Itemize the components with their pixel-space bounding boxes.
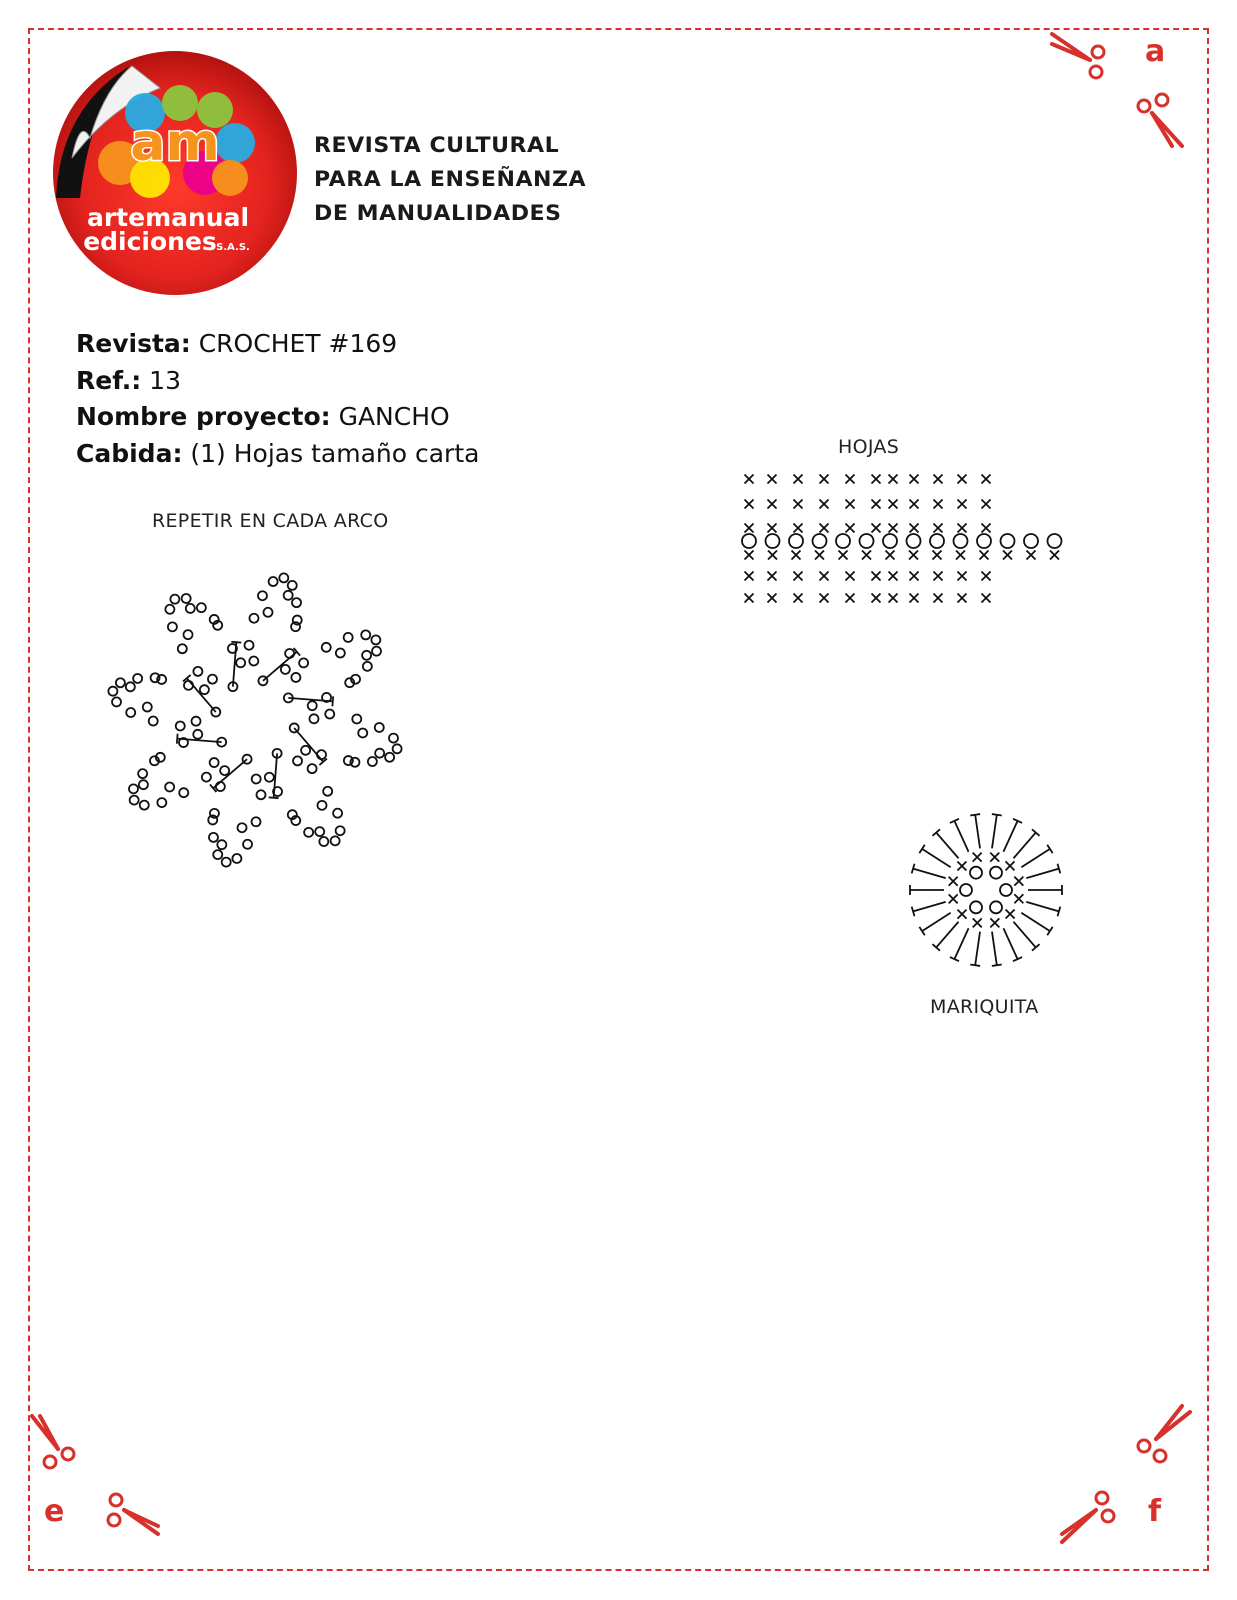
chain-stitch-symbol bbox=[789, 534, 803, 548]
flower-diagram-label: REPETIR EN CADA ARCO bbox=[152, 510, 389, 532]
logo-suffix: S.A.S. bbox=[216, 242, 250, 253]
single-crochet-symbol bbox=[934, 500, 943, 509]
chain-stitch-symbol bbox=[1048, 534, 1062, 548]
single-crochet-symbol bbox=[768, 475, 777, 484]
single-crochet-symbol bbox=[889, 572, 898, 581]
chain-stitch-symbol bbox=[249, 614, 258, 623]
chain-stitch-symbol bbox=[217, 840, 226, 849]
chain-stitch-symbol bbox=[186, 604, 195, 613]
chain-stitch-symbol bbox=[325, 710, 334, 719]
chain-stitch-symbol bbox=[116, 678, 125, 687]
chain-stitch-symbol bbox=[291, 673, 300, 682]
single-crochet-symbol bbox=[745, 572, 754, 581]
single-crochet-symbol bbox=[872, 572, 881, 581]
single-crochet-symbol bbox=[958, 572, 967, 581]
single-crochet-symbol bbox=[889, 500, 898, 509]
single-crochet-symbol bbox=[768, 551, 777, 560]
single-crochet-symbol bbox=[794, 500, 803, 509]
tagline-line-3: DE MANUALIDADES bbox=[314, 201, 562, 225]
single-crochet-symbol bbox=[872, 475, 881, 484]
single-crochet-symbol bbox=[990, 918, 999, 927]
leaves-diagram-label: HOJAS bbox=[838, 436, 900, 458]
single-crochet-symbol bbox=[846, 524, 855, 533]
double-crochet-symbol bbox=[950, 928, 969, 961]
single-crochet-symbol bbox=[934, 475, 943, 484]
single-crochet-symbol bbox=[934, 524, 943, 533]
single-crochet-symbol bbox=[910, 524, 919, 533]
double-crochet-symbol bbox=[1021, 913, 1052, 936]
chain-stitch-symbol bbox=[990, 901, 1002, 913]
double-crochet-symbol bbox=[970, 814, 980, 848]
logo-am: am bbox=[130, 113, 220, 173]
chain-stitch-symbol bbox=[168, 622, 177, 631]
single-crochet-symbol bbox=[910, 475, 919, 484]
double-crochet-symbol bbox=[1014, 829, 1040, 858]
single-crochet-symbol bbox=[934, 594, 943, 603]
chain-stitch-symbol bbox=[836, 534, 850, 548]
chain-stitch-symbol bbox=[193, 730, 202, 739]
chain-stitch-symbol bbox=[960, 884, 972, 896]
chain-stitch-symbol bbox=[129, 784, 138, 793]
scissors-icon bbox=[1050, 30, 1110, 90]
single-crochet-symbol bbox=[820, 524, 829, 533]
chain-stitch-symbol bbox=[385, 753, 394, 762]
single-crochet-symbol bbox=[745, 551, 754, 560]
single-crochet-symbol bbox=[958, 475, 967, 484]
chain-stitch-symbol bbox=[308, 764, 317, 773]
single-crochet-symbol bbox=[958, 910, 967, 919]
single-crochet-symbol bbox=[982, 594, 991, 603]
chain-stitch-symbol bbox=[149, 717, 158, 726]
single-crochet-symbol bbox=[956, 551, 965, 560]
single-crochet-symbol bbox=[839, 551, 848, 560]
chain-stitch-symbol bbox=[202, 773, 211, 782]
chain-stitch-symbol bbox=[375, 723, 384, 732]
single-crochet-symbol bbox=[980, 551, 989, 560]
double-crochet-symbol bbox=[950, 819, 969, 852]
chain-stitch-symbol bbox=[315, 827, 324, 836]
chain-stitch-symbol bbox=[184, 630, 193, 639]
info-nombre: Nombre proyecto: GANCHO bbox=[76, 402, 450, 431]
scissors-icon bbox=[100, 1486, 160, 1546]
chain-stitch-symbol bbox=[112, 697, 121, 706]
chain-stitch-symbol bbox=[766, 534, 780, 548]
chain-stitch-symbol bbox=[301, 746, 310, 755]
single-crochet-symbol bbox=[794, 594, 803, 603]
single-crochet-symbol bbox=[846, 475, 855, 484]
scissors-icon bbox=[1132, 1404, 1192, 1464]
chain-stitch-symbol bbox=[232, 854, 241, 863]
chain-stitch-symbol bbox=[281, 665, 290, 674]
chain-stitch-symbol bbox=[179, 788, 188, 797]
single-crochet-symbol bbox=[872, 594, 881, 603]
single-crochet-symbol bbox=[910, 572, 919, 581]
single-crochet-symbol bbox=[745, 500, 754, 509]
single-crochet-symbol bbox=[820, 475, 829, 484]
chain-stitch-symbol bbox=[140, 801, 149, 810]
chain-stitch-symbol bbox=[279, 573, 288, 582]
chain-stitch-symbol bbox=[197, 603, 206, 612]
chain-stitch-symbol bbox=[336, 826, 345, 835]
chain-stitch-symbol bbox=[336, 649, 345, 658]
double-crochet-symbol bbox=[992, 814, 1002, 848]
logo-name-2: ediciones bbox=[83, 227, 217, 256]
double-crochet-symbol bbox=[912, 902, 946, 916]
chain-stitch-symbol bbox=[317, 801, 326, 810]
chain-stitch-symbol bbox=[210, 758, 219, 767]
chain-stitch-symbol bbox=[208, 675, 217, 684]
chain-stitch-symbol bbox=[930, 534, 944, 548]
single-crochet-symbol bbox=[990, 853, 999, 862]
single-crochet-symbol bbox=[934, 572, 943, 581]
double-crochet-symbol bbox=[912, 864, 946, 878]
single-crochet-symbol bbox=[958, 500, 967, 509]
chain-stitch-symbol bbox=[213, 850, 222, 859]
chain-stitch-symbol bbox=[139, 780, 148, 789]
chain-stitch-symbol bbox=[200, 685, 209, 694]
single-crochet-symbol bbox=[886, 551, 895, 560]
leaves-crochet-diagram bbox=[738, 466, 1083, 611]
info-revista: Revista: CROCHET #169 bbox=[76, 329, 398, 358]
single-crochet-symbol bbox=[889, 594, 898, 603]
tagline-line-2: PARA LA ENSEÑANZA bbox=[314, 167, 587, 191]
chain-stitch-symbol bbox=[362, 651, 371, 660]
chain-stitch-symbol bbox=[331, 836, 340, 845]
single-crochet-symbol bbox=[768, 572, 777, 581]
chain-stitch-symbol bbox=[184, 681, 193, 690]
single-crochet-symbol bbox=[872, 500, 881, 509]
chain-stitch-symbol bbox=[323, 787, 332, 796]
chain-stitch-symbol bbox=[143, 703, 152, 712]
chain-stitch-symbol bbox=[130, 796, 139, 805]
chain-stitch-symbol bbox=[990, 867, 1002, 879]
chain-stitch-symbol bbox=[317, 750, 326, 759]
single-crochet-symbol bbox=[910, 594, 919, 603]
chain-stitch-symbol bbox=[108, 687, 117, 696]
chain-stitch-symbol bbox=[322, 643, 331, 652]
single-crochet-symbol bbox=[949, 894, 958, 903]
single-crochet-symbol bbox=[846, 500, 855, 509]
chain-stitch-symbol bbox=[860, 534, 874, 548]
single-crochet-symbol bbox=[1006, 909, 1015, 918]
double-crochet-symbol bbox=[1026, 864, 1060, 878]
chain-stitch-symbol bbox=[1001, 534, 1015, 548]
chain-stitch-symbol bbox=[243, 840, 252, 849]
single-crochet-symbol bbox=[768, 594, 777, 603]
chain-stitch-symbol bbox=[209, 833, 218, 842]
ladybug-diagram-label: MARIQUITA bbox=[930, 996, 1039, 1018]
chain-stitch-symbol bbox=[299, 658, 308, 667]
single-crochet-symbol bbox=[910, 500, 919, 509]
chain-stitch-symbol bbox=[813, 534, 827, 548]
single-crochet-symbol bbox=[846, 572, 855, 581]
single-crochet-symbol bbox=[872, 524, 881, 533]
single-crochet-symbol bbox=[973, 918, 982, 927]
scissors-icon bbox=[1132, 88, 1192, 148]
single-crochet-symbol bbox=[933, 551, 942, 560]
chain-stitch-symbol bbox=[954, 534, 968, 548]
chain-stitch-symbol bbox=[126, 682, 135, 691]
chain-stitch-symbol bbox=[393, 744, 402, 753]
single-crochet-symbol bbox=[1003, 551, 1012, 560]
single-crochet-symbol bbox=[794, 524, 803, 533]
single-crochet-symbol bbox=[745, 524, 754, 533]
single-crochet-symbol bbox=[982, 475, 991, 484]
chain-stitch-symbol bbox=[245, 641, 254, 650]
tagline bbox=[314, 128, 586, 230]
single-crochet-symbol bbox=[982, 524, 991, 533]
chain-stitch-symbol bbox=[977, 534, 991, 548]
flower-crochet-diagram bbox=[100, 545, 410, 875]
double-crochet-symbol bbox=[1021, 845, 1052, 868]
chain-stitch-symbol bbox=[222, 858, 231, 867]
single-crochet-symbol bbox=[815, 551, 824, 560]
double-crochet-symbol bbox=[1014, 922, 1040, 951]
chain-stitch-symbol bbox=[284, 591, 293, 600]
chain-stitch-symbol bbox=[256, 790, 265, 799]
chain-stitch-symbol bbox=[389, 734, 398, 743]
chain-stitch-symbol bbox=[170, 595, 179, 604]
chain-stitch-symbol bbox=[165, 605, 174, 614]
chain-stitch-symbol bbox=[126, 708, 135, 717]
corner-letter-f: f bbox=[1148, 1494, 1162, 1529]
double-crochet-symbol bbox=[992, 932, 1002, 966]
chain-stitch-symbol bbox=[236, 658, 245, 667]
chain-stitch-symbol bbox=[252, 817, 261, 826]
single-crochet-symbol bbox=[1050, 551, 1059, 560]
chain-stitch-symbol bbox=[252, 774, 261, 783]
chain-stitch-symbol bbox=[288, 581, 297, 590]
chain-stitch-symbol bbox=[138, 769, 147, 778]
chain-stitch-symbol bbox=[292, 598, 301, 607]
chain-stitch-symbol bbox=[157, 798, 166, 807]
chain-stitch-symbol bbox=[178, 644, 187, 653]
chain-stitch-symbol bbox=[308, 701, 317, 710]
chain-stitch-symbol bbox=[269, 577, 278, 586]
chain-stitch-symbol bbox=[344, 633, 353, 642]
project-info bbox=[76, 326, 479, 472]
chain-stitch-symbol bbox=[742, 534, 756, 548]
chain-stitch-symbol bbox=[319, 837, 328, 846]
chain-stitch-symbol bbox=[1024, 534, 1038, 548]
ladybug-crochet-diagram bbox=[900, 808, 1075, 973]
single-crochet-symbol bbox=[958, 524, 967, 533]
tagline-line-1: REVISTA CULTURAL bbox=[314, 133, 560, 157]
chain-stitch-symbol bbox=[304, 828, 313, 837]
single-crochet-symbol bbox=[1005, 861, 1014, 870]
chain-stitch-symbol bbox=[133, 674, 142, 683]
corner-letter-e: e bbox=[44, 1494, 65, 1529]
single-crochet-symbol bbox=[820, 572, 829, 581]
single-crochet-symbol bbox=[949, 877, 958, 886]
single-crochet-symbol bbox=[982, 572, 991, 581]
chain-stitch-symbol bbox=[263, 608, 272, 617]
double-crochet-symbol bbox=[970, 932, 980, 966]
single-crochet-symbol bbox=[794, 572, 803, 581]
chain-stitch-symbol bbox=[358, 728, 367, 737]
single-crochet-symbol bbox=[745, 475, 754, 484]
chain-stitch-symbol bbox=[258, 591, 267, 600]
double-crochet-symbol bbox=[919, 913, 950, 936]
single-crochet-symbol bbox=[1014, 877, 1023, 886]
chain-stitch-symbol bbox=[333, 809, 342, 818]
single-crochet-symbol bbox=[794, 475, 803, 484]
single-crochet-symbol bbox=[982, 500, 991, 509]
chain-stitch-symbol bbox=[238, 823, 247, 832]
single-crochet-symbol bbox=[792, 551, 801, 560]
chain-stitch-symbol bbox=[193, 667, 202, 676]
chain-stitch-symbol bbox=[375, 749, 384, 758]
single-crochet-symbol bbox=[1027, 551, 1036, 560]
chain-stitch-symbol bbox=[970, 901, 982, 913]
single-crochet-symbol bbox=[973, 853, 982, 862]
double-crochet-symbol bbox=[1003, 928, 1022, 961]
corner-letter-a: a bbox=[1145, 34, 1166, 69]
single-crochet-symbol bbox=[862, 551, 871, 560]
double-crochet-symbol bbox=[932, 922, 958, 951]
info-cabida: Cabida: (1) Hojas tamaño carta bbox=[76, 438, 480, 468]
single-crochet-symbol bbox=[846, 594, 855, 603]
chain-stitch-symbol bbox=[176, 721, 185, 730]
double-crochet-symbol bbox=[932, 829, 958, 858]
double-crochet-symbol bbox=[1026, 902, 1060, 916]
chain-stitch-symbol bbox=[182, 594, 191, 603]
chain-stitch-symbol bbox=[220, 766, 229, 775]
logo-name-1: artemanual bbox=[86, 203, 250, 232]
single-crochet-symbol bbox=[957, 862, 966, 871]
chain-stitch-symbol bbox=[309, 714, 318, 723]
chain-stitch-symbol bbox=[293, 756, 302, 765]
artemanual-logo bbox=[50, 48, 300, 298]
double-crochet-symbol bbox=[1028, 885, 1062, 895]
chain-stitch-symbol bbox=[361, 630, 370, 639]
scissors-icon bbox=[1060, 1484, 1120, 1544]
chain-stitch-symbol bbox=[216, 782, 225, 791]
double-crochet-symbol bbox=[910, 885, 944, 895]
single-crochet-symbol bbox=[889, 475, 898, 484]
chain-stitch-symbol bbox=[1000, 884, 1012, 896]
chain-stitch-symbol bbox=[970, 867, 982, 879]
chain-stitch-symbol bbox=[249, 657, 258, 666]
single-crochet-symbol bbox=[909, 551, 918, 560]
single-crochet-symbol bbox=[768, 524, 777, 533]
single-crochet-symbol bbox=[958, 594, 967, 603]
chain-stitch-symbol bbox=[285, 649, 294, 658]
chain-stitch-symbol bbox=[165, 782, 174, 791]
chain-stitch-symbol bbox=[372, 647, 381, 656]
chain-stitch-symbol bbox=[352, 714, 361, 723]
chain-stitch-symbol bbox=[907, 534, 921, 548]
single-crochet-symbol bbox=[889, 524, 898, 533]
chain-stitch-symbol bbox=[265, 773, 274, 782]
chain-stitch-symbol bbox=[192, 717, 201, 726]
double-crochet-symbol bbox=[919, 845, 950, 868]
chain-stitch-symbol bbox=[363, 662, 372, 671]
chain-stitch-symbol bbox=[368, 757, 377, 766]
chain-stitch-symbol bbox=[883, 534, 897, 548]
info-ref: Ref.: 13 bbox=[76, 365, 181, 395]
single-crochet-symbol bbox=[768, 500, 777, 509]
double-crochet-symbol bbox=[1003, 819, 1022, 852]
single-crochet-symbol bbox=[1014, 894, 1023, 903]
single-crochet-symbol bbox=[745, 594, 754, 603]
chain-stitch-symbol bbox=[371, 635, 380, 644]
single-crochet-symbol bbox=[820, 500, 829, 509]
single-crochet-symbol bbox=[820, 594, 829, 603]
scissors-icon bbox=[28, 1414, 88, 1474]
